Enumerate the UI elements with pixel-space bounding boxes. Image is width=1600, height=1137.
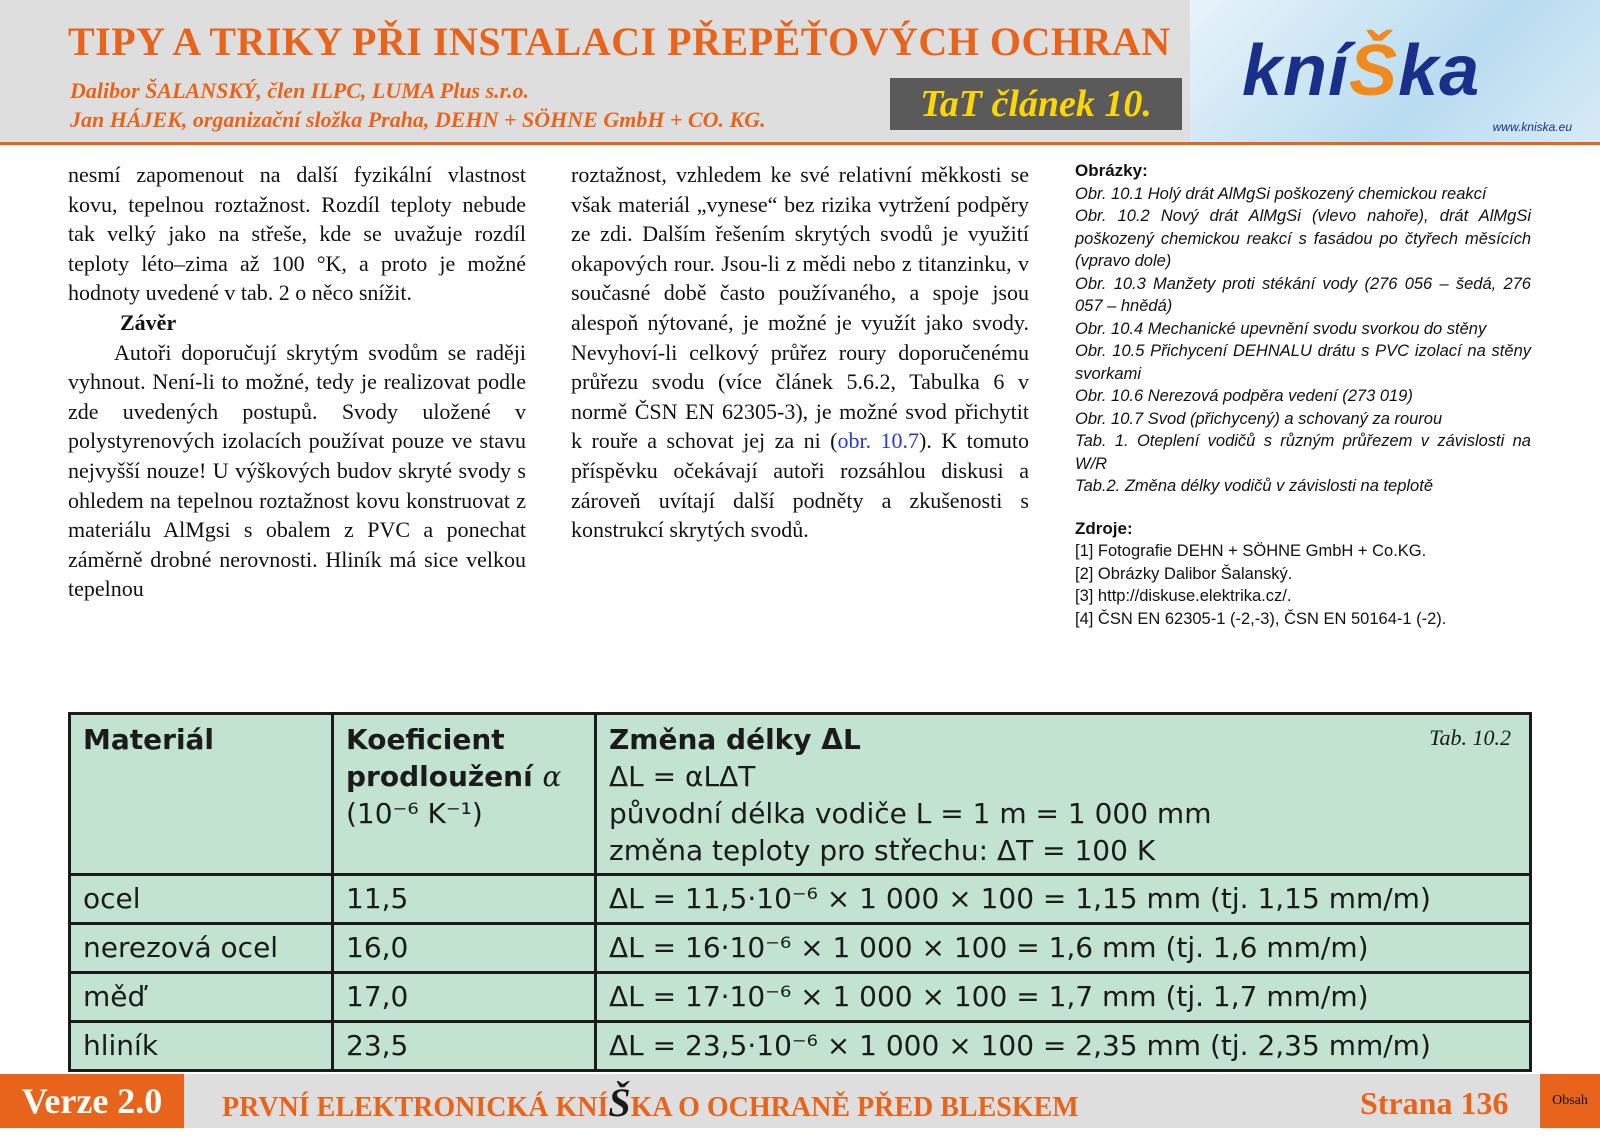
cell-material: ocel <box>70 875 333 924</box>
header-length-change: Tab. 10.2 Změna délky ΔL ΔL = αLΔT původní délka vodiče L = 1 m = 1 000 mm změna teploty pro střechu: ΔT = 100 K <box>596 714 1531 875</box>
cell-material: nerezová ocel <box>70 924 333 973</box>
cell-change: ΔL = 23,5·10⁻⁶ × 1 000 × 100 = 2,35 mm (tj. 2,35 mm/m) <box>596 1022 1531 1071</box>
contents-button[interactable]: Obsah <box>1540 1074 1600 1128</box>
figure-link[interactable]: obr. 10.7 <box>837 428 920 454</box>
figure-item: Tab.2. Změna délky vodičů v závislosti na teplotě <box>1075 477 1433 495</box>
figure-item: Obr. 10.7 Svod (přichycený) a schovaný za rourou <box>1075 409 1443 428</box>
page-footer <box>0 1074 1600 1128</box>
figure-item: Obr. 10.5 Přichycení DEHNALU drátu s PVC izolací na stěny svorkami <box>1075 342 1531 383</box>
source-item: [1] Fotografie DEHN + SÖHNE GmbH + Co.KG. <box>1075 542 1427 560</box>
table-row <box>70 924 1531 973</box>
source-item: [4] ČSN EN 62305-1 (-2,-3), ČSN EN 50164-1 (-2). <box>1075 609 1447 628</box>
figure-item: Obr. 10.6 Nerezová podpěra vedení (273 019) <box>1075 387 1413 405</box>
cell-change: ΔL = 17·10⁻⁶ × 1 000 × 100 = 1,7 mm (tj. 1,7 mm/m) <box>596 973 1531 1022</box>
source-item: [2] Obrázky Dalibor Šalanský. <box>1075 564 1293 583</box>
page-title: TIPY A TRIKY PŘI INSTALACI PŘEPĚŤOVÝCH OCHRAN <box>68 19 1171 64</box>
article-badge: TaT článek 10. <box>890 78 1182 130</box>
text-column-2 <box>571 160 1029 545</box>
cell-material: hliník <box>70 1022 333 1071</box>
version-badge: Verze 2.0 <box>0 1074 184 1128</box>
cell-coefficient: 11,5 <box>333 875 596 924</box>
source-list <box>1075 540 1531 630</box>
logo-wordmark: kníŠka <box>1242 31 1481 111</box>
kniska-logo[interactable] <box>1190 0 1600 142</box>
cell-coefficient: 23,5 <box>333 1022 596 1071</box>
cell-coefficient: 17,0 <box>333 973 596 1022</box>
cell-coefficient: 16,0 <box>333 924 596 973</box>
figure-item: Tab. 1. Oteplení vodičů s různým průřezem v závislosti na W/R <box>1075 432 1531 473</box>
figure-list <box>1075 183 1531 498</box>
footer-title: PRVNÍ ELEKTRONICKÁ KNÍŠKA O OCHRANĚ PŘED BLESKEM <box>222 1080 1079 1125</box>
references-column <box>1075 160 1531 630</box>
figure-item: Obr. 10.1 Holý drát AlMgSi poškozený chemickou reakcí <box>1075 184 1487 203</box>
table-header-row <box>70 714 1531 875</box>
logo-url: www.kniska.eu <box>1492 120 1572 134</box>
page-number: Strana 136 <box>1360 1085 1509 1121</box>
table-row <box>70 875 1531 924</box>
author-2: Jan HÁJEK, organizační složka Praha, DEHN + SÖHNE GmbH + CO. KG. <box>70 107 766 132</box>
table-label: Tab. 10.2 <box>1429 725 1511 750</box>
header-divider <box>0 142 1600 145</box>
header-coefficient: Koeficient prodloužení α (10⁻⁶ K⁻¹) <box>333 714 596 875</box>
section-heading: Závěr <box>120 309 177 335</box>
figures-title: Obrázky: <box>1075 161 1148 180</box>
source-item: [3] http://diskuse.elektrika.cz/. <box>1075 587 1292 605</box>
figure-item: Obr. 10.2 Nový drát AlMgSi (vlevo nahoře), drát AlMgSi poškozený chemickou reakcí s fasádou po čtyřech měsících (vpravo dole) <box>1075 207 1531 270</box>
expansion-table <box>68 712 1532 1068</box>
paragraph: roztažnost, vzhledem ke své relativní měkkosti se však materiál „vynese“ bez rizika vytržení podpěry ze zdi. Dalším řešením skrytých svodů je využití okapových rour. Jsou-li z mědi nebo z titanzinku, v současné době často používaného, a spoje jsou alespoň nýtované, je možné je využít jako svody. Nevyhoví-li celkový průřez roury doporučenému průřezu svodu (více článek 5.6.2, Tabulka 6 v normě ČSN EN 62305-3), je možné svod přichytit k rouře a schovat jej za ni (obr. 10.7). K tomuto příspěvku očekávají autoři rozsáhlou diskusi a zároveň uvítají další podněty a zkušenosti s konstrukcí skrytých svodů. <box>571 162 1029 543</box>
sources-title: Zdroje: <box>1075 518 1133 538</box>
cell-material: měď <box>70 973 333 1022</box>
header-material: Materiál <box>70 714 333 875</box>
table-row <box>70 1022 1531 1071</box>
text-column-1 <box>68 160 526 604</box>
figure-item: Obr. 10.3 Manžety proti stékání vody (276 056 – šedá, 276 057 – hnědá) <box>1075 274 1531 315</box>
table-row <box>70 973 1531 1022</box>
figure-item: Obr. 10.4 Mechanické upevnění svodu svorkou do stěny <box>1075 319 1487 338</box>
author-1: Dalibor ŠALANSKÝ, člen ILPC, LUMA Plus s.r.o. <box>70 78 530 103</box>
cell-change: ΔL = 16·10⁻⁶ × 1 000 × 100 = 1,6 mm (tj. 1,6 mm/m) <box>596 924 1531 973</box>
paragraph: nesmí zapomenout na další fyzikální vlastnost kovu, tepelnou roztažnost. Rozdíl teploty nebude tak velký jako na střeše, kde se uvažuje rozdíl teploty léto–zima až 100 °K, a proto je možné hodnoty uvedené v tab. 2 o něco snížit. <box>68 162 526 306</box>
paragraph: Autoři doporučují skrytým svodům se raději vyhnout. Není-li to možné, tedy je realizovat podle zde uvedených postupů. Svody uložené v polystyrenových izolacích používat pouze ve stavu nejvyšší nouze! U výškových budov skryté svody s ohledem na tepelnou roztažnost kovu konstruovat z materiálu AlMgsi s obalem z PVC a ponechat záměrně drobné nerovnosti. Hliník má sice velkou tepelnou <box>68 339 526 602</box>
cell-change: ΔL = 11,5·10⁻⁶ × 1 000 × 100 = 1,15 mm (tj. 1,15 mm/m) <box>596 875 1531 924</box>
